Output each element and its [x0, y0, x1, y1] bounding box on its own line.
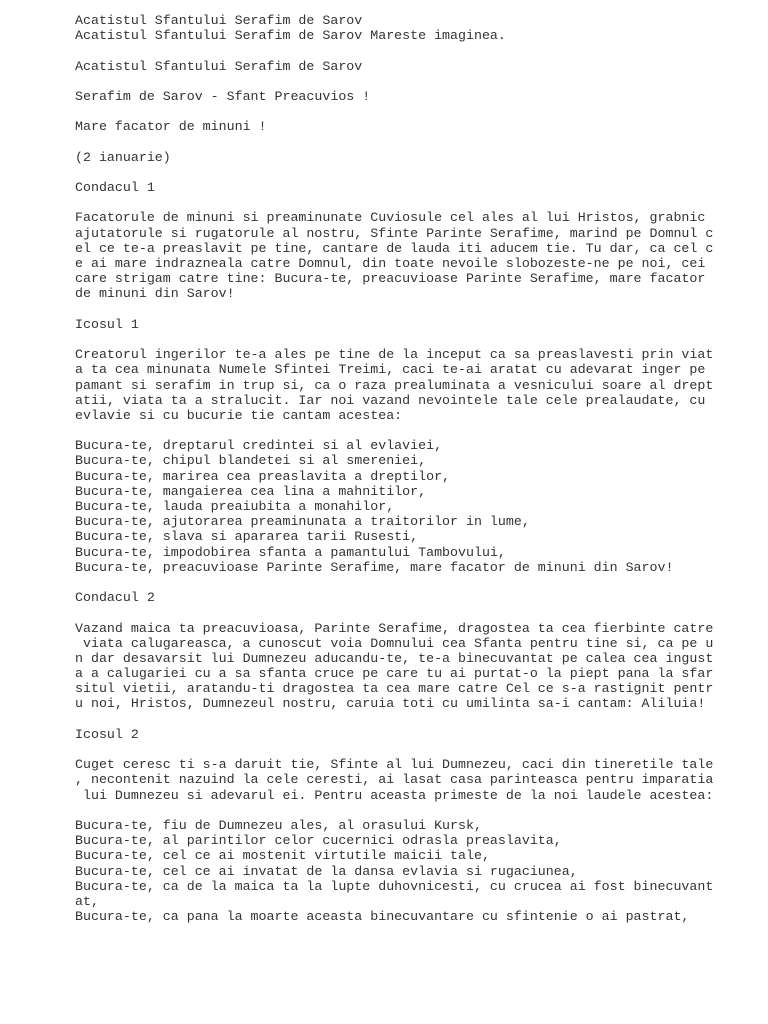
spacer: [75, 195, 755, 210]
header-line-1: Acatistul Sfantului Serafim de Sarov: [75, 13, 363, 28]
section: [75, 590, 755, 727]
paragraph-line: situl vietii, aratandu-ti dragostea ta cea mare catre Cel ce s-a rastignit pentr: [75, 681, 714, 697]
paragraph-line: n dar desavarsit lui Dumnezeu aducandu-te, te-a binecuvantat pe calea cea ingust: [75, 650, 714, 666]
praise-line: Bucura-te, chipul blandetei si al smereniei,: [75, 453, 427, 469]
praise-line: Bucura-te, fiu de Dumnezeu ales, al orasului Kursk,: [75, 817, 482, 833]
paragraph-line: u noi, Hristos, Dumnezeul nostru, caruia toti cu umilinta sa-i cantam: Aliluia!: [75, 696, 706, 712]
paragraph-line: de minuni din Sarov!: [75, 286, 235, 302]
paragraph-line: Facatorule de minuni si preaminunate Cuviosule cel ales al lui Hristos, grabnic: [75, 210, 706, 226]
spacer: [75, 605, 755, 620]
paragraph-line: , necontenit nazuind la cele ceresti, ai lasat casa parinteasca pentru imparatia: [75, 772, 714, 788]
spacer: [75, 302, 755, 317]
document-tagline: Mare facator de minuni !: [75, 119, 267, 135]
section: [75, 180, 755, 317]
paragraph-line: Creatorul ingerilor te-a ales pe tine de la inceput ca sa preaslavesti prin viat: [75, 347, 714, 363]
paragraph-line: el ce te-a preaslavit pe tine, cantare de lauda iti aducem tie. Tu dar, ca cel c: [75, 240, 714, 256]
praise-line: Bucura-te, ca de la maica ta la lupte duhovnicesti, cu crucea ai fost binecuvant: [75, 878, 714, 894]
praise-line: Bucura-te, ajutorarea preaminunata a traitorilor in lume,: [75, 514, 530, 530]
spacer: [75, 104, 755, 119]
paragraph-line: lui Dumnezeu si adevarul ei. Pentru aceasta primeste de la noi laudele acestea:: [75, 787, 714, 803]
paragraph-line: a ta cea minunata Numele Sfintei Treimi, caci te-ai aratat cu adevarat inger pe: [75, 362, 706, 378]
paragraph-line: viata calugareasca, a cunoscut voia Domnului cea Sfanta pentru tine si, ca pe u: [75, 635, 714, 651]
praise-line: Bucura-te, marirea cea preaslavita a dreptilor,: [75, 468, 451, 484]
document-sections: [75, 180, 755, 924]
spacer: [75, 43, 755, 58]
praise-line: Bucura-te, preacuvioase Parinte Serafime, mare facator de minuni din Sarov!: [75, 559, 674, 575]
praise-line: Bucura-te, mangaierea cea lina a mahnitilor,: [75, 483, 427, 499]
praise-line: at,: [75, 893, 99, 909]
paragraph-line: Vazand maica ta preacuvioasa, Parinte Serafime, dragostea ta cea fierbinte catre: [75, 620, 714, 636]
spacer: [75, 742, 755, 757]
praise-line: Bucura-te, ca pana la moarte aceasta binecuvantare cu sfintenie o ai pastrat,: [75, 909, 690, 925]
paragraph-line: a a calugariei cu a sa sfanta cruce pe care tu ai purtat-o la piept pana la sfar: [75, 666, 714, 682]
spacer: [75, 803, 755, 818]
section-heading: Condacul 2: [75, 590, 155, 606]
paragraph-line: e ai mare indrazneala catre Domnul, din toate nevoile slobozeste-ne pe noi, cei: [75, 256, 706, 271]
paragraph-line: ajutatorule si rugatorule al nostru, Sfinte Parinte Serafime, marind pe Domnul c: [75, 225, 714, 241]
spacer: [75, 423, 755, 438]
section-heading: Condacul 1: [75, 180, 155, 196]
paragraph-line: care strigam catre tine: Bucura-te, preacuvioase Parinte Serafime, mare facator: [75, 271, 706, 287]
praise-line: Bucura-te, lauda preaiubita a monahilor,: [75, 499, 395, 514]
feast-date: (2 ianuarie): [75, 149, 171, 165]
section: [75, 317, 755, 590]
spacer: [75, 712, 755, 727]
document-title: Acatistul Sfantului Serafim de Sarov: [75, 58, 363, 74]
paragraph-line: evlavie si cu bucurie tie cantam acestea:: [75, 407, 403, 423]
section: [75, 727, 755, 924]
paragraph-line: pamant si serafim in trup si, ca o raza prealuminata a vesnicului soare al drept: [75, 377, 714, 393]
praise-line: Bucura-te, cel ce ai invatat de la dansa evlavia si rugaciunea,: [75, 863, 578, 879]
header-line-2: Acatistul Sfantului Serafim de Sarov Mareste imaginea.: [75, 28, 506, 44]
praise-line: Bucura-te, slava si apararea tarii Rusesti,: [75, 529, 419, 545]
section-heading: Icosul 2: [75, 726, 139, 742]
praise-line: Bucura-te, dreptarul credintei si al evlaviei,: [75, 438, 443, 454]
praise-line: Bucura-te, impodobirea sfanta a pamantului Tambovului,: [75, 544, 506, 560]
praise-line: Bucura-te, cel ce ai mostenit virtutile maicii tale,: [75, 848, 490, 864]
spacer: [75, 74, 755, 89]
document-subtitle: Serafim de Sarov - Sfant Preacuvios !: [75, 88, 371, 104]
spacer: [75, 575, 755, 590]
praise-line: Bucura-te, al parintilor celor cucernici odrasla preaslavita,: [75, 833, 562, 849]
paragraph-line: Cuget ceresc ti s-a daruit tie, Sfinte al lui Dumnezeu, caci din tineretile tale: [75, 757, 714, 773]
section-heading: Icosul 1: [75, 316, 139, 332]
document-page: [75, 13, 755, 924]
spacer: [75, 135, 755, 150]
paragraph-line: atii, viata ta a stralucit. Iar noi vazand nevointele tale cele prealaudate, cu: [75, 392, 706, 408]
spacer: [75, 332, 755, 347]
spacer: [75, 165, 755, 180]
